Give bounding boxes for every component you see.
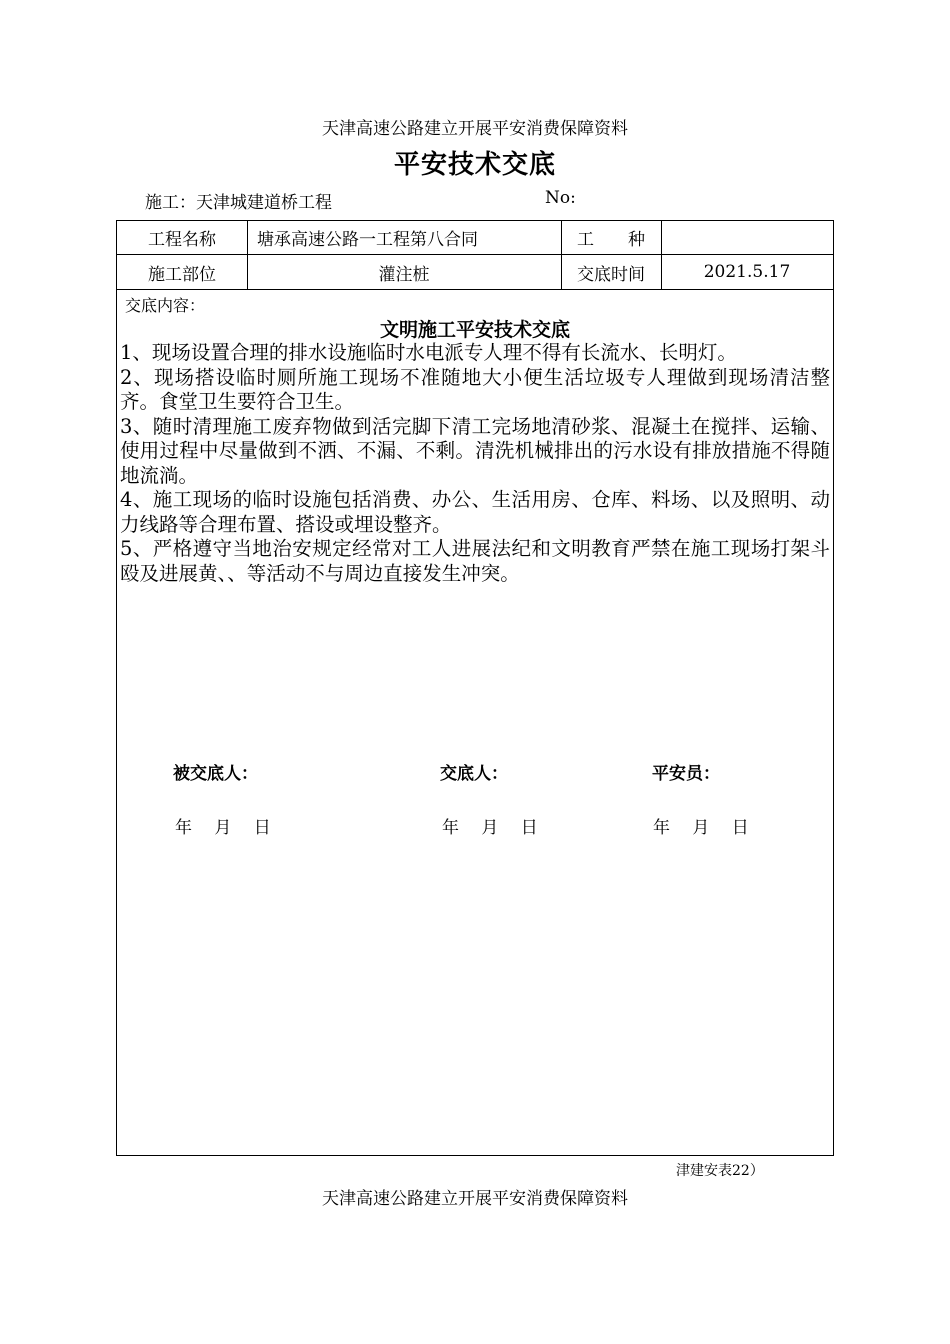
content-body <box>120 341 830 586</box>
briefing-form <box>116 220 834 1156</box>
safety-officer-date: 年 月 日 <box>653 818 749 838</box>
project-name-label: 工程名称 <box>148 230 216 250</box>
content-paragraph: 1、现场设置合理的排水设施临时水电派专人理不得有长流水、长明灯。 <box>120 341 737 364</box>
content-label: 交底内容： <box>125 296 206 315</box>
table-divider <box>661 221 662 290</box>
document-title: 平安技术交底 <box>393 150 556 180</box>
date-label: 交底时间 <box>577 264 645 285</box>
content-paragraph: 4、施工现场的临时设施包括消费、办公、生活用房、仓库、料场、以及照明、动力线路等合理布置、搭设或埋设整齐。 <box>120 488 830 536</box>
recipient-date: 年 月 日 <box>175 818 271 838</box>
location-label: 施工部位 <box>148 264 216 285</box>
location-value: 灌注桩 <box>378 264 430 285</box>
form-code: 津建安表22） <box>676 1163 764 1179</box>
work-type-label: 工 种 <box>577 230 645 250</box>
table-divider <box>247 221 248 290</box>
recipient-signature-label: 被交底人： <box>173 764 258 784</box>
construction-unit: 施工：天津城建道桥工程 <box>145 193 332 213</box>
table-divider <box>561 221 562 290</box>
work-type-value <box>661 221 833 254</box>
project-name-value: 塘承高速公路一工程第八合同 <box>257 230 478 250</box>
content-paragraph: 2、现场搭设临时厕所施工现场不准随地大小便生活垃圾专人理做到现场清洁整齐。食堂卫生要符合卫生。 <box>120 365 830 413</box>
form-row-project <box>117 221 833 255</box>
content-paragraph: 5、严格遵守当地治安规定经常对工人进展法纪和文明教育严禁在施工现场打架斗殴及进展黄、、等活动不与周边直接发生冲突。 <box>120 537 830 585</box>
content-paragraph: 3、随时清理施工废弃物做到活完脚下清工完场地清砂浆、混凝土在搅拌、运输、使用过程中尽量做到不洒、不漏、不剩。清洗机械排出的污水设有排放措施不得随地流淌。 <box>120 414 830 487</box>
form-row-location <box>117 255 833 290</box>
content-title: 文明施工平安技术交底 <box>379 319 570 341</box>
header-organization: 天津高速公路建立开展平安消费保障资料 <box>322 119 628 139</box>
date-value: 2021.5.17 <box>703 262 791 282</box>
presenter-date: 年 月 日 <box>442 818 538 838</box>
safety-officer-signature-label: 平安员： <box>652 764 720 784</box>
document-number: No: <box>545 188 576 208</box>
presenter-signature-label: 交底人： <box>440 764 508 784</box>
footer-organization: 天津高速公路建立开展平安消费保障资料 <box>322 1189 628 1209</box>
